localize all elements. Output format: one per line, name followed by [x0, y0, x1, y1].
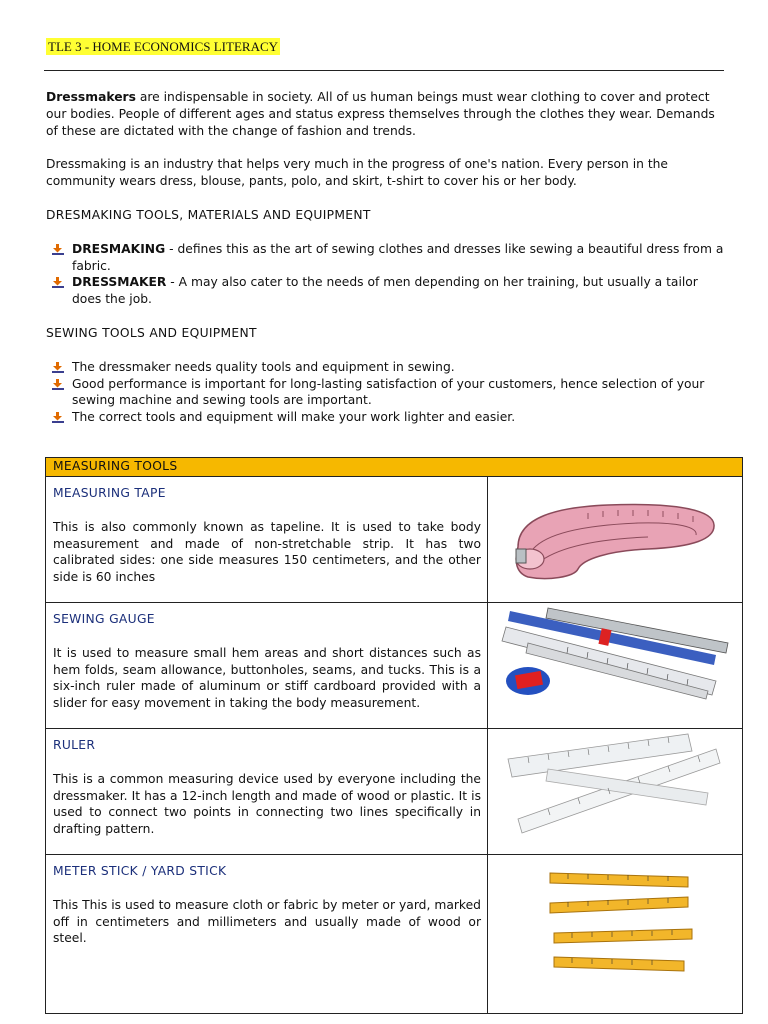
list-item-text: The dressmaker needs quality tools and equipment in sewing.: [72, 359, 455, 374]
sewing-tools-list: [46, 359, 726, 426]
table-row: [46, 477, 743, 603]
meter-stick-image: [488, 855, 742, 1005]
tool-name: SEWING GAUGE: [53, 612, 155, 626]
tool-description: This This is used to measure cloth or fabric by meter or yard, marked off in centimeters and millimeters and usually made of wood or steel.: [53, 897, 481, 946]
tool-image-cell: [488, 477, 743, 603]
definition-text: - A may also cater to the needs of men depending on her training, but usually a tailor does the job.: [72, 275, 698, 307]
definitions-list: [46, 241, 726, 308]
definition-term: DRESSMAKER: [72, 275, 167, 290]
tool-description-cell: [46, 477, 488, 603]
tool-name: RULER: [53, 738, 96, 752]
section-heading-sewing-tools: SEWING TOOLS AND EQUIPMENT: [46, 325, 257, 340]
tool-description-cell: [46, 729, 488, 855]
tool-image-cell: [488, 855, 743, 1014]
definition-text: - defines this as the art of sewing clothes and dresses like sewing a beautiful dress from a fabric.: [72, 241, 724, 273]
list-item: [72, 241, 726, 275]
intro-paragraph-1-text: are indispensable in society. All of us human beings must wear clothing to cover and protect our bodies. People of different ages and status express themselves through the clothes they wear. Demands of these are dictated with the change of fashion and trends.: [46, 90, 715, 138]
document-body: [46, 89, 726, 443]
tool-description-cell: [46, 603, 488, 729]
tool-description: It is used to measure small hem areas and short distances such as hem folds, seam allowance, buttonholes, seams, and tucks. This is a six-inch ruler made of aluminum or stiff cardboard provided with a slider for easy movement in taking the body measurement.: [53, 645, 481, 711]
measuring-tools-table: [45, 457, 743, 1014]
tool-name: METER STICK / YARD STICK: [53, 864, 227, 878]
list-item-text: The correct tools and equipment will make your work lighter and easier.: [72, 410, 516, 425]
arrow-bullet-icon: [52, 277, 64, 288]
arrow-bullet-icon: [52, 412, 64, 423]
header-divider: [44, 70, 724, 71]
table-row: [46, 855, 743, 1014]
arrow-bullet-icon: [52, 244, 64, 255]
tool-image-cell: [488, 729, 743, 855]
intro-paragraph-1: [46, 89, 726, 139]
arrow-bullet-icon: [52, 362, 64, 373]
tool-description: This is also commonly known as tapeline. It is used to take body measurement and made of non-stretchable strip. It has two calibrated sides: one side measures 150 centimeters, and the other side is 60 inches: [53, 519, 481, 585]
ruler-image: [488, 729, 742, 846]
list-item: [72, 359, 726, 376]
list-item: [72, 274, 726, 308]
tool-image-cell: [488, 603, 743, 729]
intro-bold-term: Dressmakers: [46, 90, 136, 104]
list-item: [72, 376, 726, 410]
section-heading-dressmaking-tools: DRESMAKING TOOLS, MATERIALS AND EQUIPMENT: [46, 207, 371, 222]
definition-term: DRESMAKING: [72, 241, 166, 256]
document-title: TLE 3 - HOME ECONOMICS LITERACY: [48, 39, 279, 54]
table-row: [46, 603, 743, 729]
table-row: [46, 729, 743, 855]
arrow-bullet-icon: [52, 379, 64, 390]
measuring-tape-image: [488, 477, 742, 594]
tool-name: MEASURING TAPE: [53, 486, 166, 500]
intro-paragraph-2: Dressmaking is an industry that helps very much in the progress of one's nation. Every person in the community wears dress, blouse, pants, polo, and skirt, t-shirt to cover his or her body.: [46, 157, 668, 189]
tool-description: This is a common measuring device used by everyone including the dressmaker. It has a 12-inch length and made of wood or plastic. It is used to connect two points in connecting two lines specifically in drafting pattern.: [53, 771, 481, 837]
sewing-gauge-image: [488, 603, 742, 720]
tool-description-cell: [46, 855, 488, 1014]
list-item-text: Good performance is important for long-lasting satisfaction of your customers, hence selection of your sewing machine and sewing tools are important.: [72, 376, 705, 408]
list-item: [72, 409, 726, 426]
table-header-measuring-tools: MEASURING TOOLS: [46, 458, 743, 477]
